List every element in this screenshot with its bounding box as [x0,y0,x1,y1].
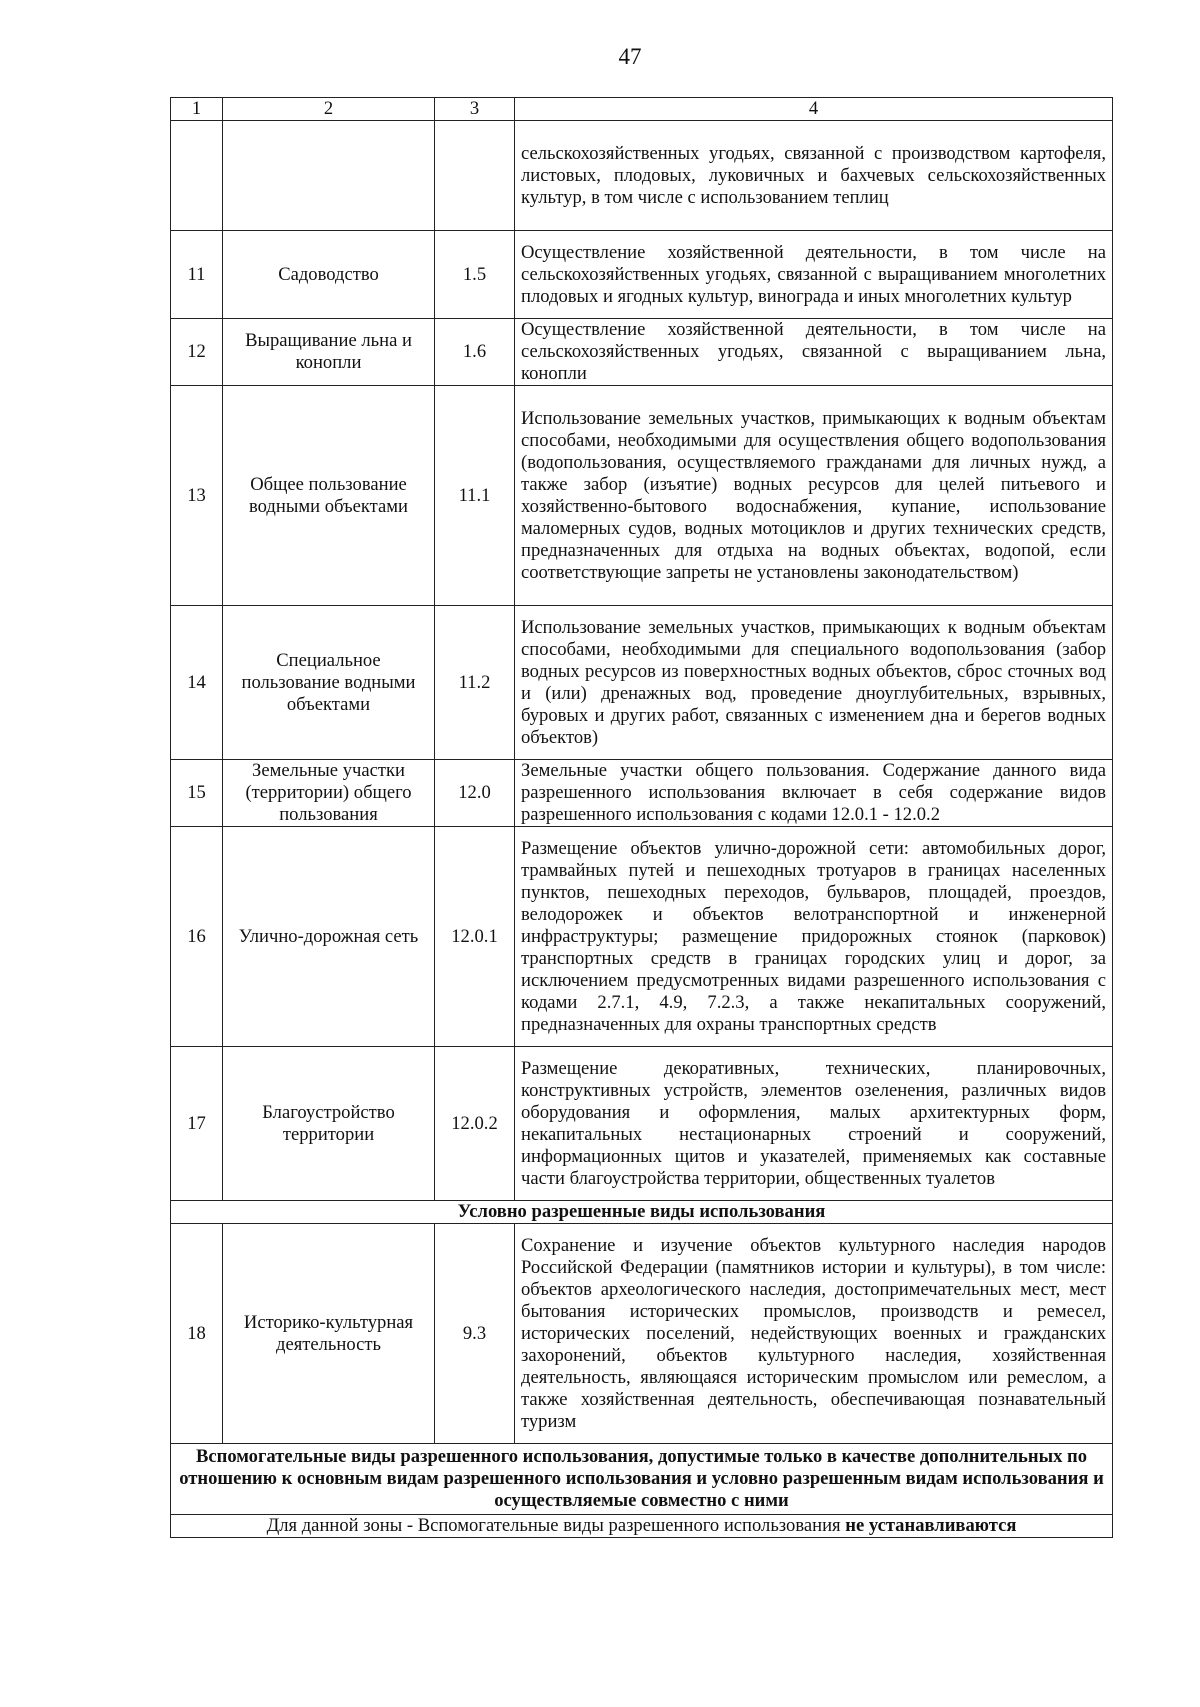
row-code-cell: 12.0 [435,760,515,827]
table-row [171,386,1113,606]
table-row [171,827,1113,1047]
table-row [171,231,1113,319]
row-number-cell: 11 [171,231,223,319]
auxiliary-note-emphasis: не устанавливаются [845,1515,1017,1536]
row-number-cell: 15 [171,760,223,827]
row-description-cell: Использование земельных участков, примыкающих к водным объектам способами, необходимыми для осуществления общего водопользования (водопользования, осуществляемого гражданами для личных нужд, а также забор (изъятие) водных ресурсов для целей питьевого и хозяйственно-бытового водоснабжения, купание, использование маломерных судов, водных мотоциклов и других технических средств, предназначенных для отдыха на водных объектах, водопой, если соответствующие запреты не установлены законодательством) [515,386,1113,606]
row-name-cell: Земельные участки (территории) общего пользования [223,760,435,827]
row-name-cell: Благоустройство территории [223,1047,435,1201]
row-description-cell: Использование земельных участков, примыкающих к водным объектам способами, необходимыми для специального водопользования (забор водных ресурсов из поверхностных водных объектов, сброс сточных вод и (или) дренажных вод, проведение дноуглубительных, взрывных, буровых и других работ, связанных с изменением дна и берегов водных объектов) [515,606,1113,760]
table-row [171,606,1113,760]
row-description-cell: сельскохозяйственных угодьях, связанной с производством картофеля, листовых, плодовых, луковичных и бахчевых сельскохозяйственных культур, в том числе с использованием теплиц [515,121,1113,231]
column-header-4: 4 [515,98,1113,121]
section-title: Условно разрешенные виды использования [171,1201,1113,1224]
column-header-2: 2 [223,98,435,121]
row-description-cell: Осуществление хозяйственной деятельности, в том числе на сельскохозяйственных угодьях, связанной с выращиванием льна, конопли [515,319,1113,386]
row-description-cell: Размещение объектов улично-дорожной сети: автомобильных дорог, трамвайных путей и пешеходных тротуаров в границах населенных пунктов, пешеходных переходов, бульваров, площадей, проездов, велодорожек и объектов велотранспортной и инженерной инфраструктуры; размещение придорожных стоянок (парковок) транспортных средств в границах городских улиц и дорог, за исключением предусмотренных видами разрешенного использования с кодами 2.7.1, 4.9, 7.2.3, а также некапитальных сооружений, предназначенных для охраны транспортных средств [515,827,1113,1047]
row-code-cell: 1.5 [435,231,515,319]
row-description-cell: Осуществление хозяйственной деятельности, в том числе на сельскохозяйственных угодьях, связанной с выращиванием многолетних плодовых и ягодных культур, винограда и иных многолетних культур [515,231,1113,319]
column-header-3: 3 [435,98,515,121]
auxiliary-note [171,1515,1113,1538]
row-code-cell: 11.1 [435,386,515,606]
page-number: 47 [618,44,642,69]
row-number-cell: 14 [171,606,223,760]
auxiliary-note-text: Для данной зоны - Вспомогательные виды разрешенного использования [266,1515,846,1536]
section-title: Вспомогательные виды разрешенного использования, допустимые только в качестве дополнительных по отношению к основным видам разрешенного использования и условно разрешенным видам использования и осуществляемые совместно с ними [171,1444,1113,1515]
row-name-cell: Садоводство [223,231,435,319]
row-code-cell: 9.3 [435,1224,515,1444]
row-code-cell: 11.2 [435,606,515,760]
row-name-cell: Общее пользование водными объектами [223,386,435,606]
row-name-cell: Специальное пользование водными объектами [223,606,435,760]
row-name-cell: Историко-культурная деятельность [223,1224,435,1444]
row-number-cell: 12 [171,319,223,386]
row-name-cell [223,121,435,231]
section-header-auxiliary [171,1444,1113,1515]
table-row [171,1047,1113,1201]
row-number-cell: 18 [171,1224,223,1444]
row-description-cell: Земельные участки общего пользования. Содержание данного вида разрешенного использования включает в себя содержание видов разрешенного использования с кодами 12.0.1 - 12.0.2 [515,760,1113,827]
table-row-continuation [171,121,1113,231]
table-row [171,760,1113,827]
table-header-row [171,98,1113,121]
table-row [171,1224,1113,1444]
auxiliary-note-row [171,1515,1113,1538]
row-number-cell: 13 [171,386,223,606]
column-header-1: 1 [171,98,223,121]
row-name-cell: Выращивание льна и конопли [223,319,435,386]
row-number-cell: 17 [171,1047,223,1201]
row-description-cell: Сохранение и изучение объектов культурного наследия народов Российской Федерации (памятников истории и культуры), в том числе: объектов археологического наследия, достопримечательных мест, мест бытования исторических промыслов, производств и ремесел, исторических поселений, недействующих военных и гражданских захоронений, объектов культурного наследия, хозяйственная деятельность, являющаяся историческим промыслом или ремеслом, а также хозяйственная деятельность, обеспечивающая познавательный туризм [515,1224,1113,1444]
table-row [171,319,1113,386]
row-number-cell: 16 [171,827,223,1047]
row-code-cell: 1.6 [435,319,515,386]
section-header-conditional [171,1201,1113,1224]
row-description-cell: Размещение декоративных, технических, планировочных, конструктивных устройств, элементов озеленения, различных видов оборудования и оформления, малых архитектурных форм, некапитальных нестационарных строений и сооружений, информационных щитов и указателей, применяемых как составные части благоустройства территории, общественных туалетов [515,1047,1113,1201]
row-code-cell: 12.0.1 [435,827,515,1047]
row-code-cell [435,121,515,231]
row-name-cell: Улично-дорожная сеть [223,827,435,1047]
land-use-table [170,97,1113,1538]
row-number-cell [171,121,223,231]
row-code-cell: 12.0.2 [435,1047,515,1201]
